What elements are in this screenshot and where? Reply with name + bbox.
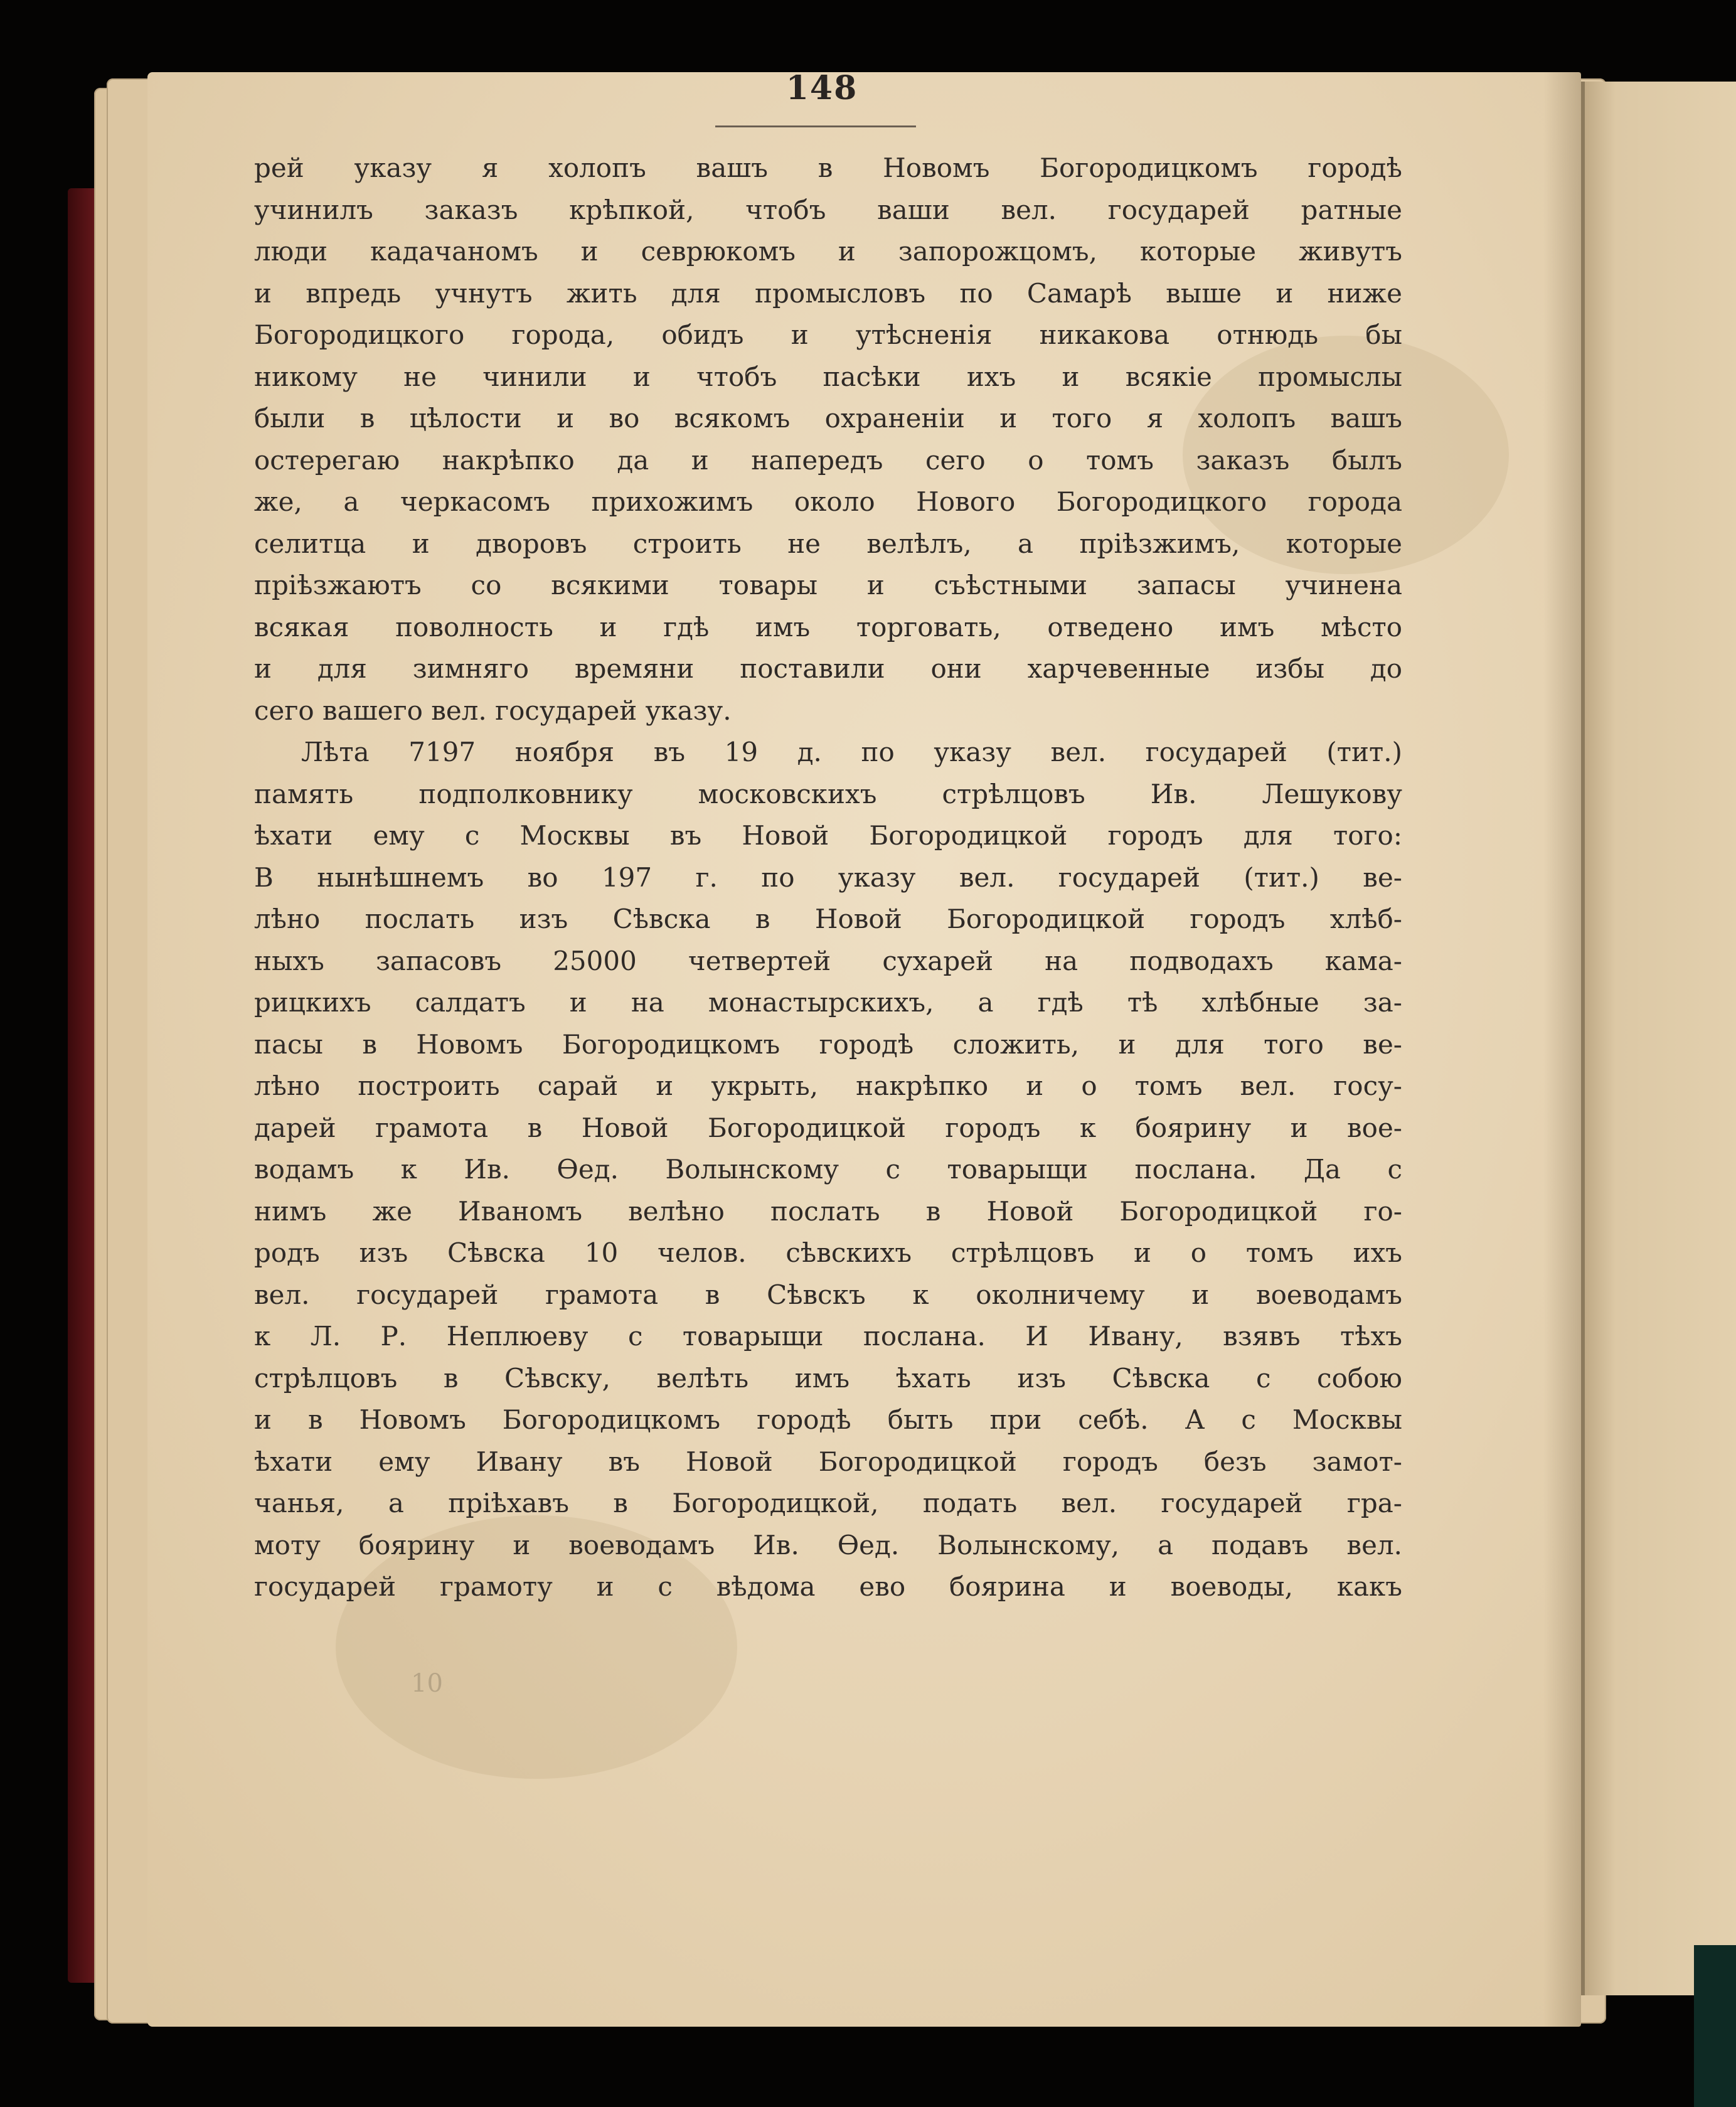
body-text (254, 147, 1402, 1608)
text-line: учинилъ заказъ крѣпкой, чтобъ ваши вел. государей ратные (254, 194, 1402, 225)
text-line: чанья, а пріѣхавъ в Богородицкой, подать вел. государей гра- (254, 1488, 1402, 1518)
facing-page (1581, 82, 1736, 1995)
text-line: Богородицкого города, обидъ и утѣсненія никакова отнюдь бы (254, 319, 1402, 350)
text-line: никому не чинили и чтобъ пасѣки ихъ и всякіе промыслы (254, 361, 1402, 392)
text-line: рицкихъ салдатъ и на монастырскихъ, а гдѣ тѣ хлѣбные за- (254, 987, 1402, 1018)
text-line: были в цѣлости и во всякомъ охраненіи и того я холопъ вашъ (254, 403, 1402, 434)
text-line: и в Новомъ Богородицкомъ городѣ быть при себѣ. А с Москвы (254, 1404, 1402, 1435)
text-line: сего вашего вел. государей указу. (254, 695, 732, 726)
text-line: же, а черкасомъ прихожимъ около Нового Богородицкого города (254, 486, 1402, 517)
text-line: стрѣлцовъ в Сѣвску, велѣть имъ ѣхать изъ Сѣвска с собою (254, 1362, 1402, 1394)
text-line: Лѣта 7197 ноября въ 19 д. по указу вел. государей (тит.) (301, 737, 1402, 767)
book-cover-corner (1694, 1945, 1736, 2107)
page-number-rule (715, 125, 916, 127)
text-line: лѣно послать изъ Сѣвска в Новой Богородицкой городъ хлѣб- (254, 904, 1402, 934)
text-line: всякая поволность и гдѣ имъ торговать, отведено имъ мѣсто (254, 611, 1402, 643)
text-line: лѣно построить сарай и укрыть, накрѣпко и о томъ вел. госу- (254, 1070, 1402, 1101)
text-line: остерегаю накрѣпко да и напередъ сего о томъ заказъ былъ (254, 444, 1402, 476)
text-line: и для зимняго времяни поставили они харчевенные избы до (254, 653, 1402, 684)
text-line: дарей грамота в Новой Богородицкой городъ к боярину и вое- (254, 1112, 1402, 1143)
text-line: и впредь учнутъ жить для промысловъ по Самарѣ выше и ниже (254, 277, 1402, 309)
page-number: 148 (785, 69, 858, 107)
text-line: к Л. Р. Неплюеву с товарыщи послана. И Ивану, взявъ тѣхъ (254, 1321, 1402, 1352)
text-line: пасы в Новомъ Богородицкомъ городѣ сложить, и для того ве- (254, 1028, 1402, 1060)
gutter-shadow (1543, 72, 1581, 2027)
text-line: ныхъ запасовъ 25000 четвертей сухарей на подводахъ кама- (254, 945, 1402, 976)
text-line: ѣхати ему с Москвы въ Новой Богородицкой городъ для того: (254, 820, 1402, 851)
text-line: селитца и дворовъ строить не велѣлъ, а пріѣзжимъ, которые (254, 528, 1402, 559)
text-line: водамъ к Ив. Ѳед. Волынскому с товарыщи послана. Да с (254, 1154, 1402, 1185)
text-line: нимъ же Иваномъ велѣно послать в Новой Богородицкой го- (254, 1195, 1402, 1227)
text-line: вел. государей грамота в Сѣвскъ к околничему и воеводамъ (254, 1279, 1402, 1310)
text-line: память подполковнику московскихъ стрѣлцовъ Ив. Лешукову (254, 778, 1402, 809)
text-line: люди кадачаномъ и севрюкомъ и запорожцомъ, которые живутъ (254, 236, 1402, 267)
text-line: государей грамоту и с вѣдома ево боярина и воеводы, какъ (254, 1571, 1402, 1602)
text-line: моту боярину и воеводамъ Ив. Ѳед. Волынскому, а подавъ вел. (254, 1529, 1402, 1560)
text-line: ѣхати ему Ивану въ Новой Богородицкой городъ безъ замот- (254, 1446, 1402, 1477)
signature-mark: 10 (411, 1669, 443, 1698)
text-line: пріѣзжаютъ со всякими товары и съѣстными запасы учинена (254, 570, 1402, 600)
text-line: В нынѣшнемъ во 197 г. по указу вел. государей (тит.) ве- (254, 861, 1402, 893)
text-line: рей указу я холопъ вашъ в Новомъ Богородицкомъ городѣ (254, 152, 1402, 183)
text-line: родъ изъ Сѣвска 10 челов. сѣвскихъ стрѣлцовъ и о томъ ихъ (254, 1237, 1402, 1268)
